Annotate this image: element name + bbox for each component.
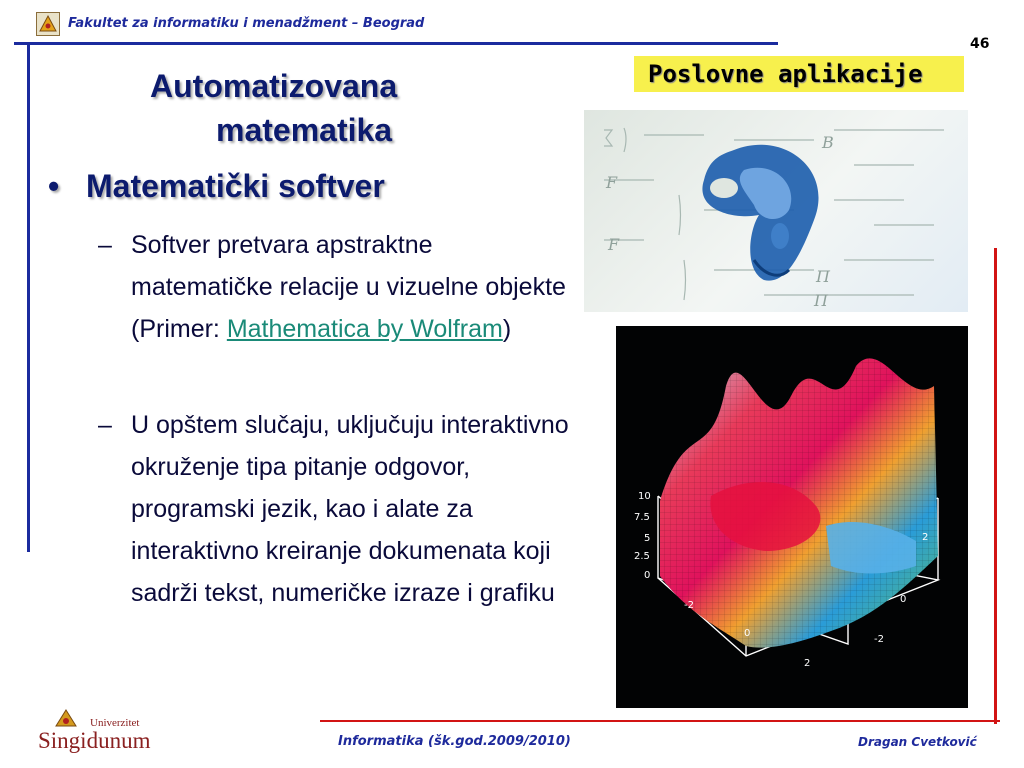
sub-bullet-1-after: ): [502, 315, 512, 343]
z-tick-label: 2.5: [634, 551, 650, 562]
slide-title-line1: Automatizovana: [150, 68, 398, 104]
svg-text:Π: Π: [814, 291, 828, 310]
header-divider: [14, 42, 778, 45]
slide-title-line2: matematika: [216, 112, 393, 148]
logo-main-text: Singidunum: [38, 728, 151, 753]
left-accent-bar: [27, 44, 30, 552]
faculty-logo-icon: [36, 12, 60, 36]
dash-marker: –: [98, 411, 112, 439]
author-label: Dragan Cvetković: [858, 735, 977, 749]
x-tick-label: 0: [744, 628, 751, 639]
bullet-dot: •: [48, 168, 60, 204]
slide-title: [150, 64, 510, 152]
svg-text:Π: Π: [816, 267, 830, 286]
singidunum-logo-icon: [36, 706, 176, 754]
formula-surface-image: [584, 110, 968, 312]
z-tick-label: 10: [638, 491, 651, 502]
x-tick-label: 2: [804, 658, 811, 669]
z-tick-label: 7.5: [634, 512, 650, 523]
x-tick-label: -2: [684, 600, 694, 611]
wolfram-link[interactable]: Mathematica by Wolfram: [226, 315, 503, 343]
y-tick-label: -2: [874, 634, 884, 645]
dash-marker: –: [98, 231, 112, 259]
y-tick-label: 2: [922, 532, 929, 543]
svg-text:B: B: [822, 133, 834, 152]
z-tick-label: 0: [644, 570, 651, 581]
sub-bullet-2-text: U opštem slučaju, uključuju interaktivno okruženje tipa pitanje odgovor, programski jezik, kao i alate za interaktivno kreiranje dokumenata koji sadrži tekst, numeričke izraze i grafiku: [131, 411, 569, 607]
main-bullet: [48, 168, 385, 205]
right-accent-bar: [994, 248, 997, 724]
z-tick-label: 5: [644, 533, 651, 544]
university-logo: [36, 706, 176, 754]
sub-bullet-1-text: [131, 224, 571, 350]
institution-title: Fakultet za informatiku i menadžment – Beograd: [68, 16, 425, 31]
svg-text:F: F: [608, 235, 620, 254]
page-number: 46: [970, 36, 990, 52]
section-label: Poslovne aplikacije: [634, 56, 964, 92]
footer-divider: [320, 720, 1000, 722]
surface-plot-image: [616, 326, 968, 708]
course-label: Informatika (šk.god.2009/2010): [338, 734, 571, 749]
main-bullet-text: Matematički softver: [86, 168, 385, 204]
svg-text:F: F: [606, 173, 618, 192]
logo-top-text: Univerzitet: [90, 717, 140, 729]
y-tick-label: 0: [900, 594, 907, 605]
sub-bullet-1-before: Softver pretvara apstraktne matematičke relacije u vizuelne objekte (Primer:: [131, 231, 566, 343]
